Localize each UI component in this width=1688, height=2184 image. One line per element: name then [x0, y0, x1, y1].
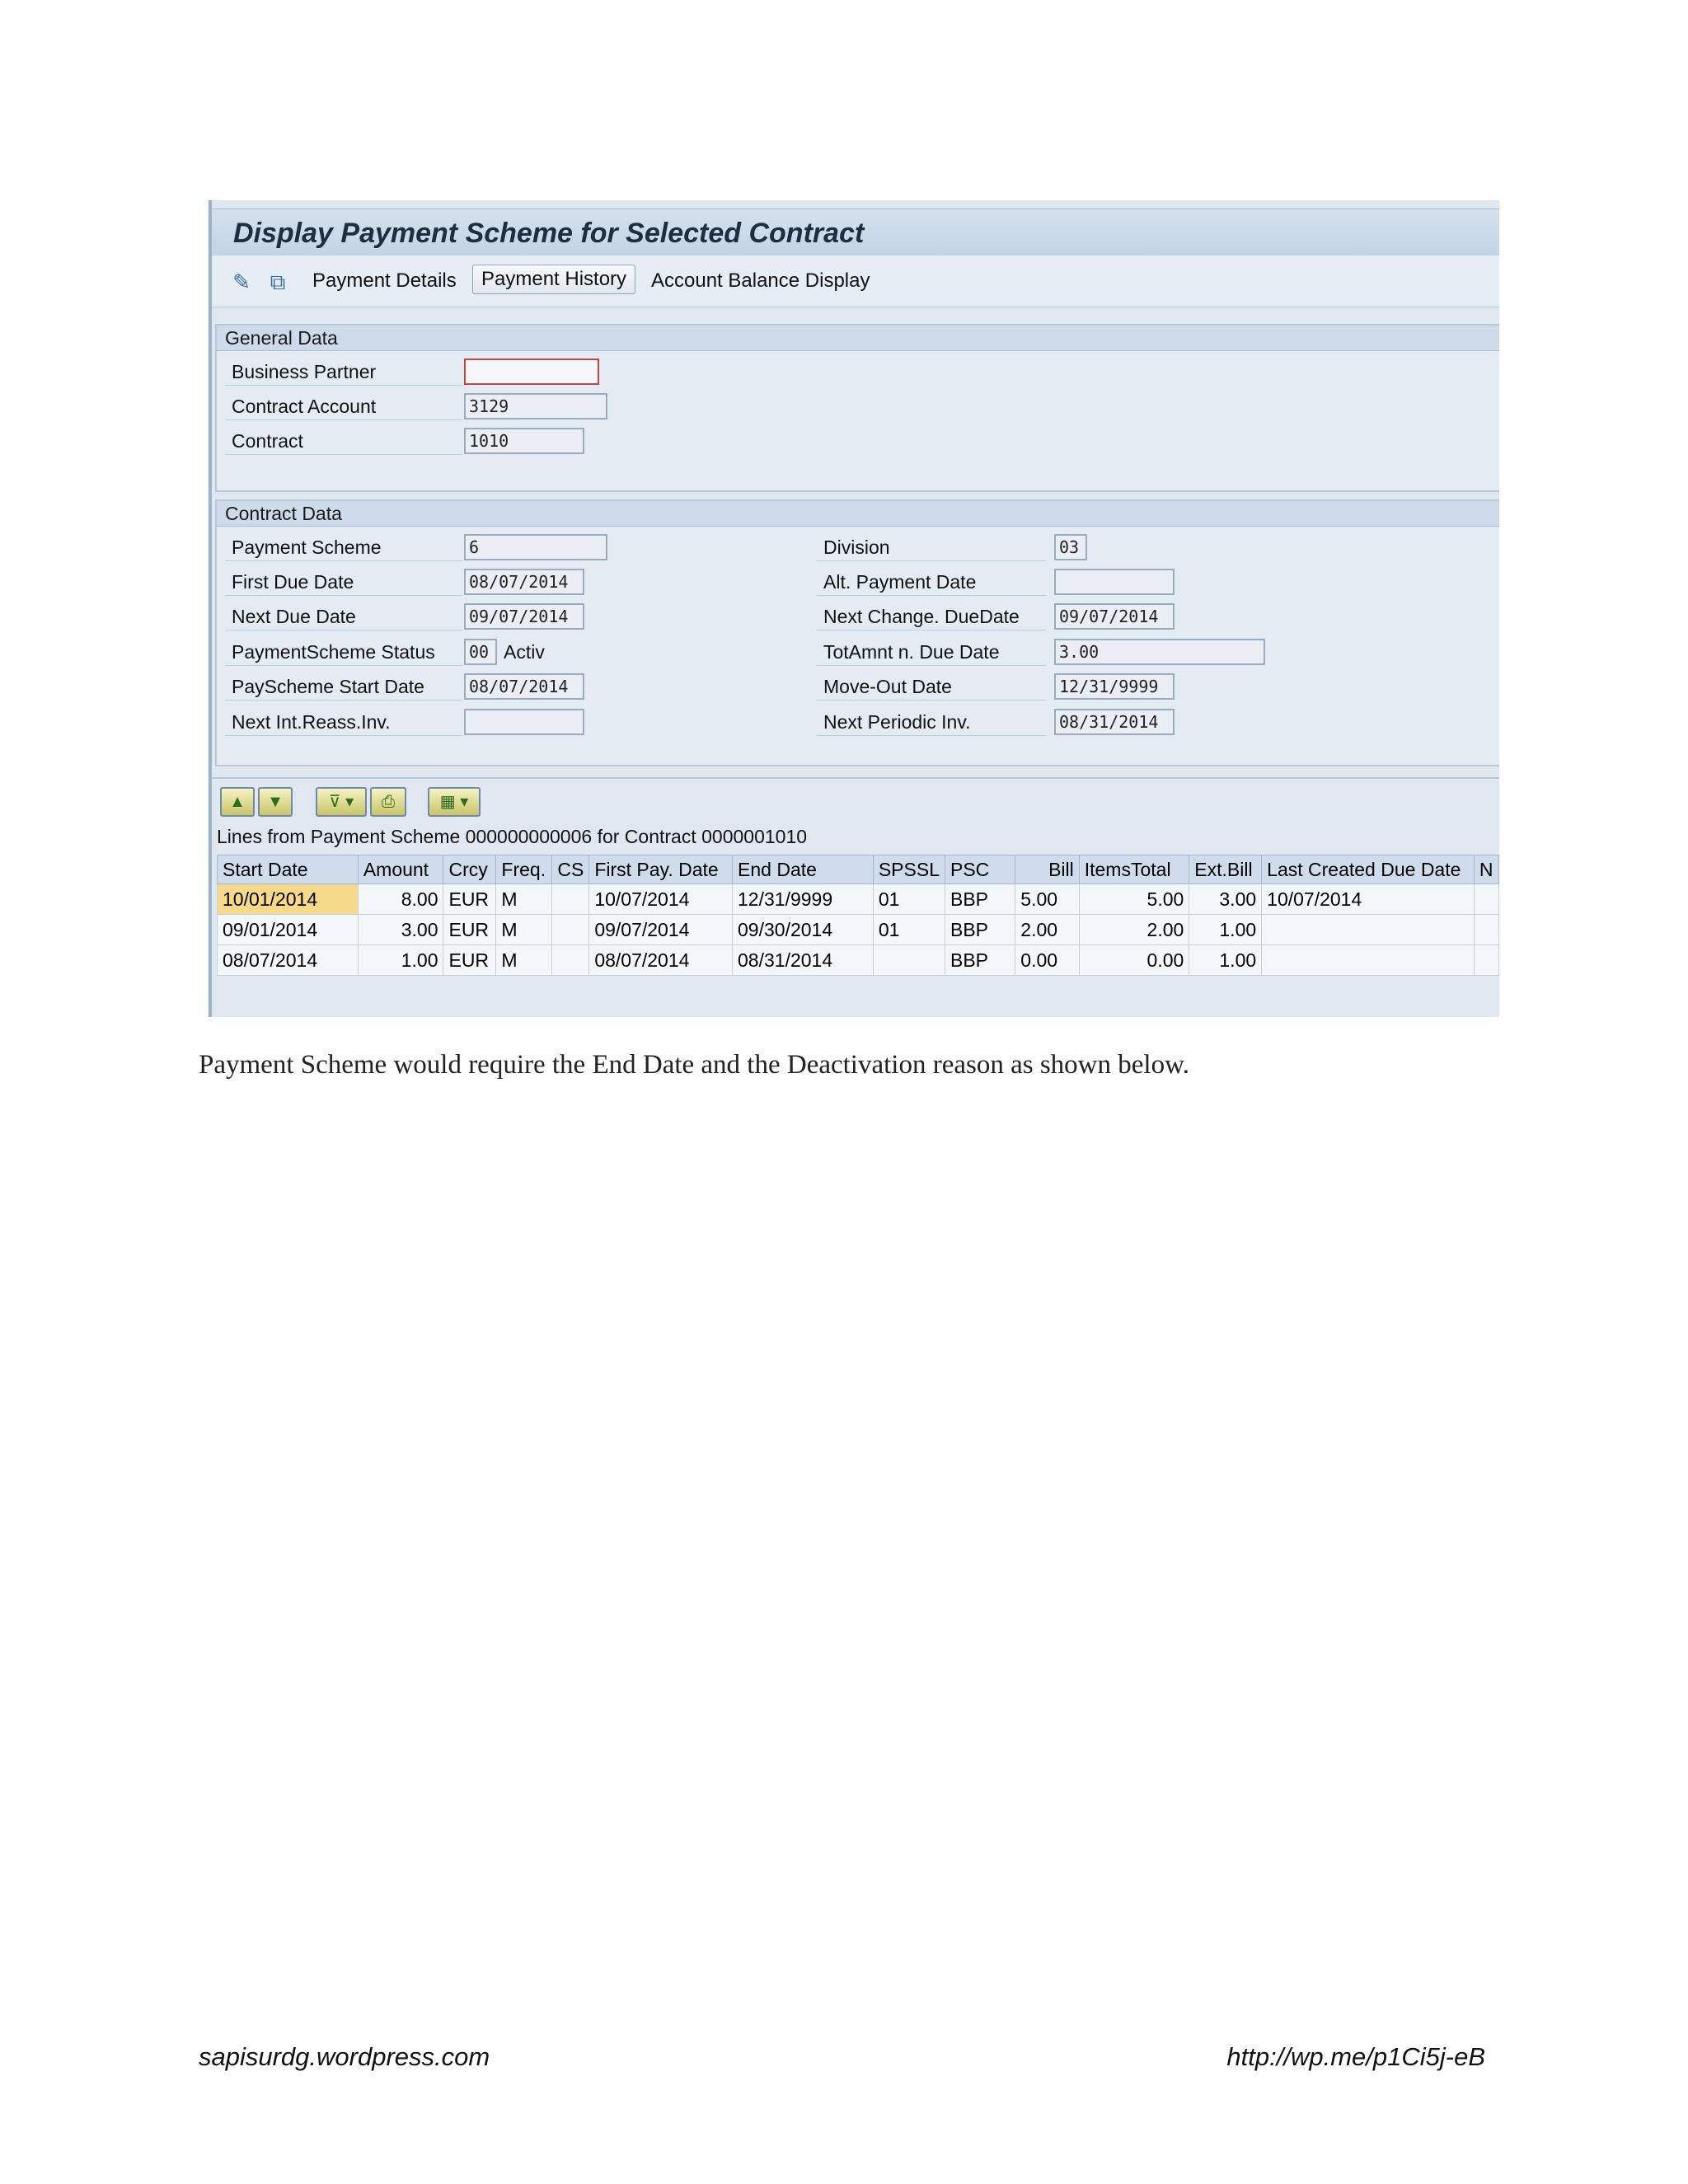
table-cell[interactable]: 1.00 — [1189, 915, 1262, 945]
sort-ascending-icon[interactable]: ▲ — [220, 787, 255, 817]
group-heading — [217, 501, 1499, 527]
column-header[interactable]: ItemsTotal — [1079, 855, 1189, 884]
sap-screenshot — [209, 200, 1499, 1017]
account-balance-button[interactable]: Account Balance Display — [651, 269, 870, 292]
next-periodic-inv-field[interactable]: 08/31/2014 — [1054, 709, 1175, 735]
table-cell[interactable]: BBP — [945, 915, 1015, 945]
table-cell[interactable] — [1262, 915, 1475, 945]
contract-data-heading: Contract Data — [225, 503, 342, 524]
table-cell[interactable]: 10/07/2014 — [1262, 884, 1475, 915]
table-cell[interactable] — [552, 915, 589, 945]
table-cell[interactable]: 10/01/2014 — [218, 884, 359, 915]
payment-history-button[interactable]: Payment History — [472, 265, 635, 294]
column-header[interactable]: First Pay. Date — [589, 855, 733, 884]
column-header[interactable]: Amount — [358, 855, 443, 884]
table-cell[interactable]: 5.00 — [1079, 884, 1189, 915]
column-header[interactable]: Crcy — [443, 855, 496, 884]
column-header[interactable]: N — [1474, 855, 1498, 884]
column-header[interactable]: PSC — [945, 855, 1015, 884]
table-cell[interactable]: 1.00 — [1189, 945, 1262, 976]
next-int-reass-inv-field[interactable] — [464, 709, 584, 735]
tot-amount-due-date-label: TotAmnt n. Due Date — [817, 639, 1046, 666]
column-header[interactable]: End Date — [733, 855, 874, 884]
table-cell[interactable]: BBP — [945, 945, 1015, 976]
contract-label: Contract — [225, 428, 462, 455]
table-cell[interactable]: 09/01/2014 — [218, 915, 359, 945]
table-cell[interactable]: 1.00 — [358, 945, 443, 976]
table-cell[interactable]: 3.00 — [358, 915, 443, 945]
application-toolbar — [212, 255, 1499, 307]
footer-left-text: sapisurdg.wordpress.com — [199, 2042, 490, 2071]
table-cell[interactable]: 0.00 — [1015, 945, 1079, 976]
move-out-date-label: Move-Out Date — [817, 673, 1046, 701]
table-row[interactable] — [218, 945, 1499, 976]
status-code-field[interactable]: 00 — [464, 639, 497, 665]
table-cell[interactable]: 2.00 — [1079, 915, 1189, 945]
table-row[interactable] — [218, 884, 1499, 915]
column-header[interactable]: CS — [552, 855, 589, 884]
table-cell[interactable] — [552, 884, 589, 915]
column-header[interactable]: Last Created Due Date — [1262, 855, 1475, 884]
next-due-date-label: Next Due Date — [225, 603, 462, 630]
payment-scheme-field[interactable]: 6 — [464, 534, 607, 560]
table-cell[interactable]: 10/07/2014 — [589, 884, 733, 915]
payment-details-button[interactable]: Payment Details — [312, 269, 457, 292]
payment-lines-table — [217, 855, 1499, 976]
general-data-heading: General Data — [225, 327, 338, 349]
next-periodic-inv-label: Next Periodic Inv. — [817, 709, 1046, 736]
print-icon[interactable]: ⎙ — [370, 787, 406, 817]
document-note: Payment Scheme would require the End Date and the Deactivation reason as shown below. — [199, 1050, 1190, 1080]
window-title: Display Payment Scheme for Selected Contract — [233, 218, 865, 249]
table-cell[interactable]: 09/30/2014 — [733, 915, 874, 945]
business-partner-field[interactable] — [464, 359, 599, 385]
move-out-date-field[interactable]: 12/31/9999 — [1054, 673, 1175, 700]
filter-icon[interactable]: ⊽ ▾ — [316, 787, 367, 817]
table-cell[interactable]: EUR — [443, 945, 496, 976]
tot-amount-due-date-field[interactable]: 3.00 — [1054, 639, 1265, 665]
table-cell[interactable] — [1474, 915, 1498, 945]
table-cell[interactable]: 8.00 — [358, 884, 443, 915]
next-change-duedate-label: Next Change. DueDate — [817, 603, 1046, 630]
footer-right-text: http://wp.me/p1Ci5j-eB — [1226, 2042, 1485, 2071]
table-cell[interactable] — [1474, 945, 1498, 976]
division-label: Division — [817, 534, 1046, 561]
table-cell[interactable] — [873, 945, 945, 976]
table-row[interactable] — [218, 915, 1499, 945]
table-cell[interactable]: EUR — [443, 915, 496, 945]
payment-scheme-status-label: PaymentScheme Status — [225, 639, 462, 666]
general-data-group — [215, 324, 1499, 492]
table-cell[interactable]: EUR — [443, 884, 496, 915]
column-header[interactable]: Start Date — [218, 855, 359, 884]
grid-caption: Lines from Payment Scheme 000000000006 for Contract 0000001010 — [217, 826, 808, 847]
payscheme-start-date-field[interactable]: 08/07/2014 — [464, 673, 584, 700]
first-due-date-label: First Due Date — [225, 569, 462, 596]
table-cell[interactable]: 3.00 — [1189, 884, 1262, 915]
payment-scheme-label: Payment Scheme — [225, 534, 462, 561]
table-cell[interactable]: 09/07/2014 — [589, 915, 733, 945]
contract-data-group — [215, 499, 1499, 766]
table-cell[interactable]: 2.00 — [1015, 915, 1079, 945]
alt-payment-date-field[interactable] — [1054, 569, 1175, 595]
table-cell[interactable]: 01 — [873, 884, 945, 915]
table-cell[interactable]: 08/07/2014 — [218, 945, 359, 976]
table-cell[interactable] — [1474, 884, 1498, 915]
table-cell[interactable]: 08/31/2014 — [733, 945, 874, 976]
table-cell[interactable] — [552, 945, 589, 976]
business-partner-label: Business Partner — [225, 359, 462, 386]
status-text: Activ — [504, 641, 545, 663]
contract-account-field[interactable]: 3129 — [464, 393, 607, 419]
table-cell[interactable]: BBP — [945, 884, 1015, 915]
column-header[interactable]: Ext.Bill — [1189, 855, 1262, 884]
table-cell[interactable]: 08/07/2014 — [589, 945, 733, 976]
table-header-row — [218, 855, 1499, 884]
next-change-duedate-field[interactable]: 09/07/2014 — [1054, 603, 1175, 630]
division-field[interactable]: 03 — [1054, 534, 1087, 560]
table-cell[interactable]: M — [496, 915, 552, 945]
table-cell[interactable]: 0.00 — [1079, 945, 1189, 976]
layout-icon[interactable]: ▦ ▾ — [428, 787, 481, 817]
column-header[interactable]: SPSSL — [873, 855, 945, 884]
table-cell[interactable] — [1262, 945, 1475, 976]
table-cell[interactable]: 5.00 — [1015, 884, 1079, 915]
column-header[interactable]: Bill — [1015, 855, 1079, 884]
edit-pencil-icon[interactable]: ✎ — [232, 269, 251, 294]
table-cell[interactable]: 12/31/9999 — [733, 884, 874, 915]
column-header[interactable]: Freq. — [496, 855, 552, 884]
first-due-date-field[interactable]: 08/07/2014 — [464, 569, 584, 595]
payscheme-start-date-label: PayScheme Start Date — [225, 673, 462, 701]
sort-descending-icon[interactable]: ▼ — [258, 787, 293, 817]
copy-icon[interactable]: ⧉ — [270, 269, 286, 294]
group-heading — [217, 326, 1499, 351]
payment-lines-grid — [212, 777, 1499, 1017]
alt-payment-date-label: Alt. Payment Date — [817, 569, 1046, 596]
table-cell[interactable]: M — [496, 945, 552, 976]
contract-field[interactable]: 1010 — [464, 428, 584, 454]
next-due-date-field[interactable]: 09/07/2014 — [464, 603, 584, 630]
next-int-reass-inv-label: Next Int.Reass.Inv. — [225, 709, 462, 736]
title-bar — [212, 209, 1499, 256]
contract-account-label: Contract Account — [225, 393, 462, 420]
table-cell[interactable]: 01 — [873, 915, 945, 945]
table-cell[interactable]: M — [496, 884, 552, 915]
